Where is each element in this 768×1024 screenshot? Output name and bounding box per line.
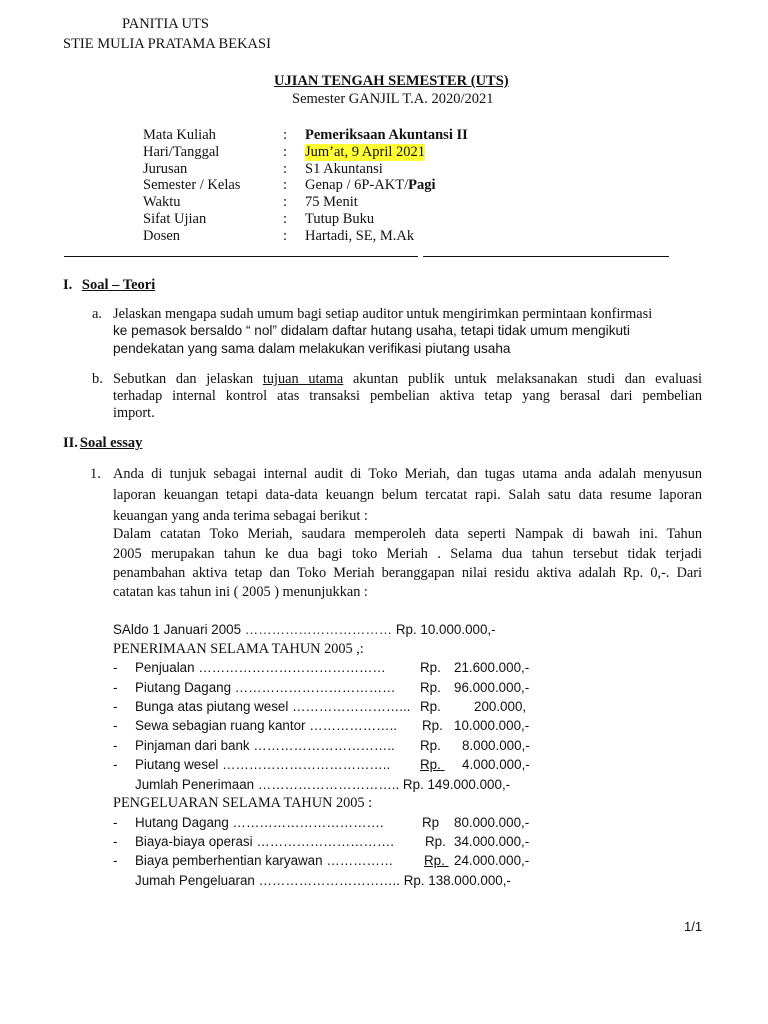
info-label: Hari/Tanggal (143, 144, 220, 160)
receipts-total-label: Jumlah Penerimaan (135, 777, 255, 792)
receipt-label (135, 757, 390, 772)
receipt-label (135, 680, 395, 695)
receipt-amount: 96.000.000,- (454, 680, 530, 695)
bullet-dash: - (113, 699, 118, 714)
info-colon: : (283, 144, 288, 160)
expenses-total-label: Jumah Pengeluaran (135, 873, 255, 888)
info-value: Tutup Buku (305, 211, 375, 227)
bullet-dash: - (113, 834, 118, 849)
bullet-dash: - (113, 853, 118, 868)
info-label: Mata Kuliah (143, 127, 216, 143)
expense-label-text: Biaya-biaya operasi (135, 834, 253, 849)
receipt-currency: Rp. (420, 757, 441, 772)
expense-currency-underlined (424, 853, 536, 868)
expense-currency: Rp. (425, 834, 446, 849)
expense-dots: …………… (326, 853, 394, 868)
receipt-amount: 21.600.000,- (454, 660, 530, 675)
receipt-label-text: Piutang Dagang (135, 680, 232, 695)
question-b-emphasis: tujuan utama (262, 371, 344, 387)
section-1-heading (63, 277, 155, 294)
divider-left (64, 256, 418, 257)
expense-label (135, 834, 394, 849)
info-label: Dosen (143, 228, 181, 244)
saldo-amount: Rp. 10.000.000,- (395, 622, 496, 637)
question-1-line: catatan kas tahun ini ( 2005 ) menunjukkan : (113, 584, 368, 600)
section-2-title: Soal essay (79, 435, 143, 451)
bullet-dash: - (113, 718, 118, 733)
receipt-label (135, 738, 395, 753)
expenses-total-row (135, 873, 511, 888)
info-value-session: Pagi (408, 177, 436, 193)
question-1-line: 2005 merupakan tahun ke dua bagi toko Meriah . Selama dua tahun tersebut tidak terjadi (113, 546, 702, 562)
bullet-dash: - (113, 815, 118, 830)
info-colon: : (283, 127, 288, 143)
expenses-total-dots: ………………………….. (258, 873, 400, 888)
receipt-label-text: Penjualan (135, 660, 195, 675)
receipt-label-text: Sewa sebagian ruang kantor (135, 718, 306, 733)
bullet-dash: - (113, 680, 118, 695)
receipt-currency: Rp. (422, 718, 443, 733)
info-value: Pemeriksaan Akuntansi II (305, 127, 468, 143)
receipt-dots: ………………………….. (253, 738, 395, 753)
bullet-dash: - (113, 660, 118, 675)
expense-label (135, 815, 384, 830)
info-value-date: Jum’at, 9 April 2021 (305, 144, 426, 160)
question-b-line: terhadap internal kontrol atas transaksi pembelian aktiva tetap yang berasal dari pembelian (113, 388, 702, 404)
receipt-dots: …………………………………… (198, 660, 386, 675)
receipt-amount: 4.000.000,- (462, 757, 530, 772)
expense-label (135, 853, 393, 868)
question-1-line: penambahan aktiva tetap dan Toko Meriah beranggapan nilai residu aktiva adalah Rp. 0,-. Dari (113, 565, 702, 581)
info-label: Sifat Ujian (143, 211, 207, 227)
info-colon: : (283, 194, 288, 210)
exam-title: UJIAN TENGAH SEMESTER (UTS) (274, 73, 509, 89)
expense-amount: 34.000.000,- (454, 834, 530, 849)
info-value: Hartadi, SE, M.Ak (305, 228, 415, 244)
question-a-line: Jelaskan mengapa sudah umum bagi setiap auditor untuk mengirimkan permintaan konfirmasi (113, 306, 653, 322)
receipt-dots: ……………………………….. (222, 757, 391, 772)
receipt-amount: 200.000, (474, 699, 527, 714)
saldo-row (113, 622, 496, 637)
bullet-dash: - (113, 738, 118, 753)
page-number: 1/1 (684, 919, 703, 934)
expense-dots: ……………………………. (232, 815, 384, 830)
question-b-marker: b. (92, 371, 103, 387)
expense-currency: Rp. (424, 853, 445, 868)
info-value-class: Genap / 6P-AKT/ (305, 177, 409, 193)
question-b-line: import. (113, 405, 155, 421)
receipts-total-amount: Rp. 149.000.000,- (402, 777, 511, 792)
expense-label-text: Hutang Dagang (135, 815, 229, 830)
question-b-line (113, 371, 702, 388)
info-colon: : (283, 177, 288, 193)
expense-amount: 24.000.000,- (454, 853, 530, 868)
section-1-title: Soal – Teori (81, 277, 156, 293)
saldo-label: SAldo 1 Januari 2005 (113, 622, 242, 637)
receipt-amount: 8.000.000,- (462, 738, 530, 753)
receipt-dots: ……………………... (292, 699, 411, 714)
question-a-line: pendekatan yang sama dalam melakukan verifikasi piutang usaha (113, 341, 511, 356)
saldo-dots: …………………………… (244, 622, 393, 637)
info-label: Jurusan (143, 161, 188, 177)
expense-currency: Rp (422, 815, 440, 830)
receipts-title: PENERIMAAN SELAMA TAHUN 2005 ,: (113, 641, 364, 657)
receipt-label (135, 718, 397, 733)
divider-right (423, 256, 669, 257)
question-1-marker: 1. (90, 466, 101, 482)
question-1-line: keuangan yang anda terima sebagai berikut : (113, 508, 368, 524)
receipt-currency: Rp. (420, 660, 441, 675)
question-a-line: ke pemasok bersaldo “ nol” didalam daftar hutang usaha, tetapi tidak umum mengikuti (113, 323, 630, 338)
info-value: S1 Akuntansi (305, 161, 383, 177)
info-label: Semester / Kelas (143, 177, 241, 193)
receipt-dots: ……………….. (309, 718, 398, 733)
org-name-1: PANITIA UTS (122, 16, 209, 32)
receipt-label-text: Piutang wesel (135, 757, 219, 772)
section-2-number: II. (63, 435, 78, 451)
section-2-heading (63, 435, 142, 452)
receipt-label (135, 699, 410, 714)
receipt-label-text: Bunga atas piutang wesel (135, 699, 289, 714)
question-1-line: Anda di tunjuk sebagai internal audit di Toko Meriah, dan tugas utama anda adalah menyusun (113, 466, 702, 482)
question-1-line: Dalam catatan Toko Meriah, saudara memperoleh data seperti Nampak di bawah ini. Tahun (113, 526, 702, 542)
receipt-dots: ……………………………… (234, 680, 396, 695)
info-label: Waktu (143, 194, 181, 210)
info-value (305, 177, 435, 194)
section-1-number: I. (63, 277, 73, 293)
info-colon: : (283, 228, 288, 244)
receipt-currency: Rp. (420, 738, 441, 753)
org-name-2: STIE MULIA PRATAMA BEKASI (63, 36, 271, 52)
info-colon: : (283, 211, 288, 227)
receipt-currency-underlined (420, 757, 534, 772)
info-value: 75 Menit (305, 194, 358, 210)
semester-line: Semester GANJIL T.A. 2020/2021 (292, 91, 494, 107)
expense-label-text: Biaya pemberhentian karyawan (135, 853, 323, 868)
receipt-currency: Rp. (420, 699, 441, 714)
expense-dots: …………………………. (256, 834, 394, 849)
info-colon: : (283, 161, 288, 177)
question-b-text: akuntan publik untuk melaksanakan studi dan evaluasi (343, 371, 702, 387)
receipt-label-text: Pinjaman dari bank (135, 738, 250, 753)
expenses-title: PENGELUARAN SELAMA TAHUN 2005 : (113, 795, 373, 811)
receipts-total-dots: ………………………….. (257, 777, 400, 792)
bullet-dash: - (113, 757, 118, 772)
question-b-text: Sebutkan dan jelaskan (113, 371, 263, 387)
question-a-marker: a. (92, 306, 103, 322)
expenses-total-amount: Rp. 138.000.000,- (403, 873, 511, 888)
question-1-line: laporan keuangan tetapi data-data keuangn belum tercatat rapi. Salah satu data resume laporan (113, 487, 702, 503)
receipt-label (135, 660, 386, 675)
expense-amount: 80.000.000,- (454, 815, 530, 830)
receipt-amount: 10.000.000,- (454, 718, 530, 733)
receipts-total-row (135, 777, 510, 792)
receipt-currency: Rp. (420, 680, 441, 695)
